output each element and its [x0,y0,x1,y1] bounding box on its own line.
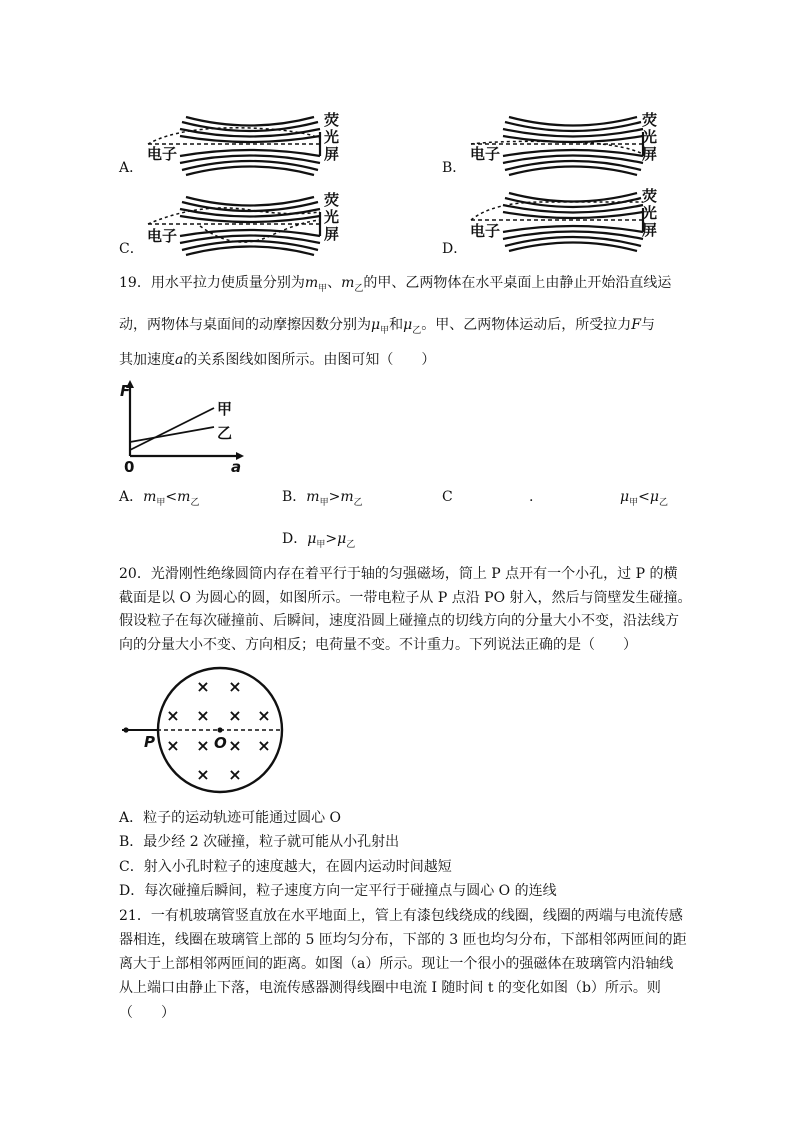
q19-line-1: 19．用水平拉力使质量分别为$m_甲$、$m_乙$的甲、乙两物体在水平桌面上由静止开始沿直线运 [119,275,672,294]
svg-text:×: × [196,736,210,755]
q19-option-b: B．$m_甲>m_乙$ [282,489,363,508]
option-letter: D． [442,241,468,257]
point-o-label: O [214,734,227,752]
point-p-label: P [144,733,155,751]
electron-label: 电子 [147,145,178,163]
q19-option-c: $\mu_甲<\mu_乙$ [620,489,668,508]
q20-line-4: 向的分量大小不变、方向相反；电荷量不变。不计重力。下列说法正确的是（ ） [119,637,637,653]
svg-text:×: × [228,677,242,696]
line-yi-label: 乙 [217,424,233,442]
screen-label: 荧 光 屏 [642,187,658,239]
svg-text:×: × [196,677,210,696]
electron-label: 电子 [470,145,501,163]
electron-label: 电子 [470,222,501,240]
line-jia-label: 甲 [217,400,233,418]
q20-line-2: 截面是以 O 为圆心的圆，如图所示。一带电粒子从 P 点沿 PO 射入，然后与筒壁发生碰撞。 [119,590,692,606]
q20-line-1: 20．光滑刚性绝缘圆筒内存在着平行于轴的匀强磁场，筒上 P 点开有一个小孔，过 P 的横 [119,566,678,582]
q19-option-c-letter: C [442,489,453,505]
svg-text:×: × [166,706,180,725]
y-axis-label: F [120,382,131,400]
electron-label: 电子 [147,227,178,245]
q19-line-3: 其加速度a的关系图线如图所示。由图可知（ ） [119,352,436,368]
q20-option-b: B．最少经 2 次碰撞，粒子就可能从小孔射出 [119,834,400,850]
q21-line-4: 从上端口由静止下落，电流传感器测得线圈中电流 I 随时间 t 的变化如图（b）所示。则 [119,980,661,996]
q19-option-c-dot: . [529,489,534,505]
svg-text:×: × [196,706,210,725]
option-letter: C． [119,241,144,257]
svg-text:×: × [166,736,180,755]
screen-label: 荧 光 屏 [324,191,340,243]
svg-text:×: × [196,765,210,784]
svg-text:×: × [257,706,271,725]
cylinder-cross-section [118,666,288,796]
origin-label: 0 [124,458,135,476]
svg-text:×: × [228,765,242,784]
option-letter: B． [442,160,467,176]
q21-line-5: （ ） [119,1005,175,1021]
svg-text:×: × [257,736,271,755]
svg-text:×: × [228,706,242,725]
q20-option-c: C．射入小孔时粒子的速度越大，在圆内运动时间越短 [119,859,452,875]
q21-line-3: 离大于上部相邻两匝间的距离。如图（a）所示。现让一个很小的强磁体在玻璃管内沿轴线 [119,956,674,972]
q19-line-2: 动，两物体与桌面间的动摩擦因数分别为$\mu_甲$和$\mu_乙$。甲、乙两物体运动后，所受拉力F与 [119,317,655,336]
f-a-graph [118,378,253,470]
q20-option-a: A．粒子的运动轨迹可能通过圆心 O [119,810,342,826]
q20-option-d: D．每次碰撞后瞬间，粒子速度方向一定平行于碰撞点与圆心 O 的连线 [119,883,557,899]
q19-option-d: D．$\mu_甲>\mu_乙$ [282,531,356,550]
q21-line-1: 21．一有机玻璃管竖直放在水平地面上，管上有漆包线绕成的线圈，线圈的两端与电流传感 [119,908,683,924]
svg-text:×: × [228,736,242,755]
q21-line-2: 器相连，线圈在玻璃管上部的 5 匝均匀分布，下部的 3 匝也均匀分布，下部相邻两匝间的距 [119,932,687,948]
option-letter: A． [119,160,144,176]
screen-label: 荧 光 屏 [324,111,340,163]
q19-option-a: A．$m_甲<m_乙$ [119,489,200,508]
x-axis-label: a [231,458,242,476]
screen-label: 荧 光 屏 [642,111,658,163]
q20-line-3: 假设粒子在每次碰撞前、后瞬间，速度沿圆上碰撞点的切线方向的分量大小不变，沿法线方 [119,613,679,629]
